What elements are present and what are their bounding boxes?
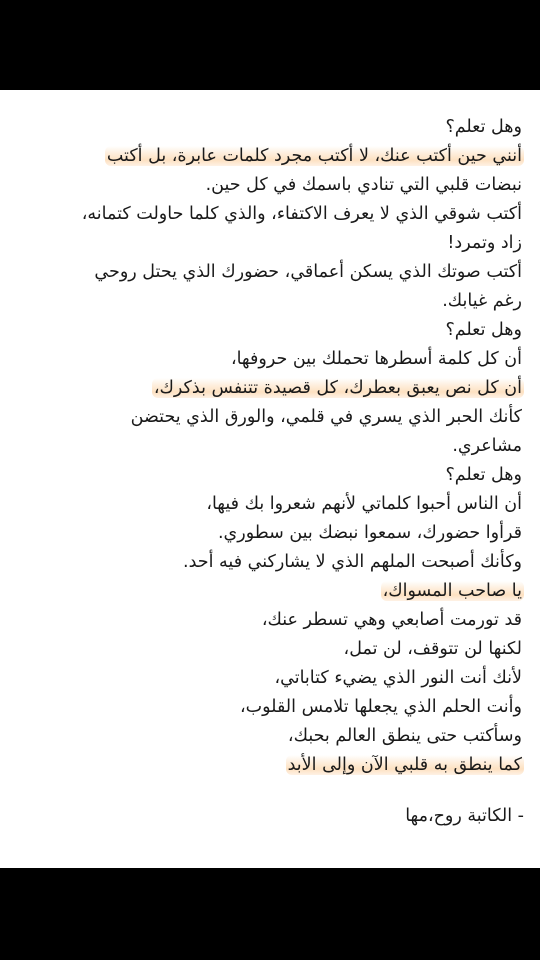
line-text: وهل تعلم؟: [445, 320, 522, 340]
poem-line: [12, 693, 524, 722]
poem-line: [12, 606, 524, 635]
poem-line: [12, 490, 524, 519]
poem-line: [12, 142, 524, 171]
poem-line: [12, 403, 524, 432]
highlighted-text: يا صاحب المسواك،: [382, 581, 522, 601]
line-text: وهل تعلم؟: [445, 465, 522, 485]
poem-line: [12, 113, 524, 142]
line-text: وهل تعلم؟: [445, 117, 522, 137]
line-text: نبضات قلبي التي تنادي باسمك في كل حين.: [205, 175, 522, 195]
line-text: أن كل كلمة أسطرها تحملك بين حروفها،: [230, 349, 522, 369]
line-text: كأنك الحبر الذي يسري في قلمي، والورق الذي يحتضن: [130, 407, 522, 427]
poem-line: [12, 345, 524, 374]
poem-line: [12, 664, 524, 693]
line-text: وأنت الحلم الذي يجعلها تلامس القلوب،: [240, 697, 522, 717]
poem-line: [12, 722, 524, 751]
line-text: أن الناس أحبوا كلماتي لأنهم شعروا بك فيها،: [206, 494, 522, 514]
highlighted-text: أنني حين أكتب عنك، لا أكتب مجرد كلمات عابرة، بل أكتب: [106, 146, 522, 166]
line-text: لأنك أنت النور الذي يضيء كتاباتي،: [274, 668, 522, 688]
poem-line: [12, 229, 524, 258]
line-text: زاد وتمرد!: [447, 233, 522, 253]
bottom-black-bar: [0, 868, 540, 960]
poem-line: [12, 548, 524, 577]
line-text: أكتب صوتك الذي يسكن أعماقي، حضورك الذي يحتل روحي: [94, 262, 522, 282]
line-text: لكنها لن تتوقف، لن تمل،: [343, 639, 522, 659]
line-text: قد تورمت أصابعي وهي تسطر عنك،: [261, 610, 522, 630]
poem-line: [12, 316, 524, 345]
top-black-bar: [0, 0, 540, 90]
poem-line: [12, 577, 524, 606]
line-text: وسأكتب حتى ينطق العالم بحبك،: [287, 726, 522, 746]
poem-line: [12, 374, 524, 403]
document-page: [0, 90, 540, 868]
line-text: أكتب شوقي الذي لا يعرف الاكتفاء، والذي كلما حاولت كتمانه،: [81, 204, 522, 224]
poem-line: [12, 635, 524, 664]
highlighted-text: أن كل نص يعبق بعطرك، كل قصيدة تتنفس بذكرك،: [153, 378, 522, 398]
line-text: قرأوا حضورك، سمعوا نبضك بين سطوري.: [217, 523, 522, 543]
highlighted-text: كما ينطق به قلبي الآن وإلى الأبد: [287, 755, 522, 775]
line-text: رغم غيابك.: [442, 291, 522, 311]
poem-line: [12, 432, 524, 461]
poem-line: [12, 171, 524, 200]
poem-line: [12, 751, 524, 780]
poem-line: [12, 519, 524, 548]
poem-line: [12, 461, 524, 490]
line-text: مشاعري.: [452, 436, 522, 456]
line-text: وكأنك أصبحت الملهم الذي لا يشاركني فيه أحد.: [183, 552, 522, 572]
poem-line: [12, 200, 524, 229]
poem-line: [12, 258, 524, 287]
poem-text: [12, 113, 524, 780]
author-signature: - الكاتبة روح،مها: [405, 806, 524, 826]
poem-line: [12, 287, 524, 316]
